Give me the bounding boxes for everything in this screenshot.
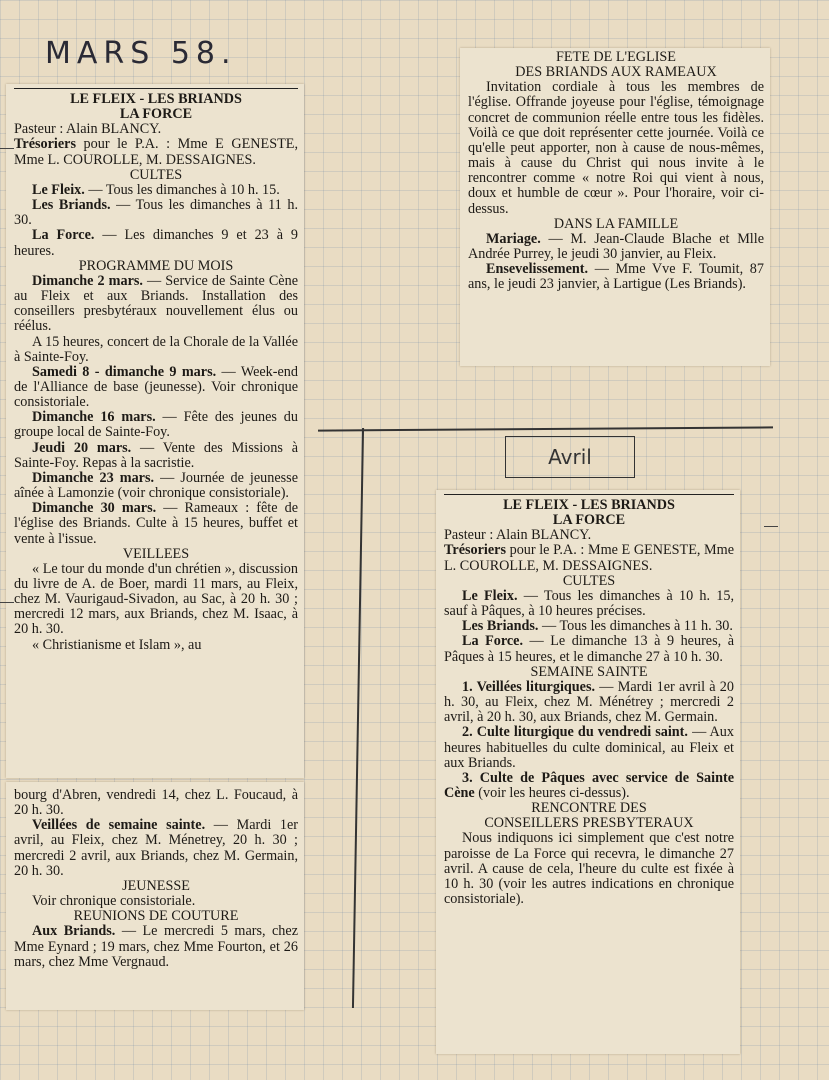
- clipping-line: [14, 788, 298, 818]
- margin-mark: [764, 526, 778, 527]
- clipping-line: [14, 638, 298, 653]
- clipping-line-text: pour le P.A. : Mme E GENESTE, Mme L. COUROLLE, M. DESSAIGNES.: [444, 542, 734, 574]
- clipping-line-text: VEILLEES: [122, 545, 190, 562]
- clipping-line-lead: Veillées de semaine sainte.: [32, 817, 206, 834]
- clipping-line-lead: Dimanche 2 mars.: [32, 272, 143, 289]
- clipping-line-lead: 3. Culte de Pâques avec service de Sainte Cène: [444, 769, 734, 801]
- clipping-line: [14, 92, 298, 107]
- clipping-line: [14, 410, 298, 440]
- clipping-line-lead: Jeudi 20 mars.: [32, 439, 132, 456]
- clipping-top-rule: [14, 88, 298, 89]
- clip1-body: [14, 92, 298, 653]
- clipping-april-program: [436, 490, 740, 1054]
- clipping-line-text: — Tous les dimanches à 11 h. 30.: [14, 197, 298, 229]
- clipping-line-text: A 15 heures, concert de la Chorale de la Vallée à Sainte-Foy.: [14, 333, 298, 365]
- clipping-line: [468, 65, 764, 80]
- clipping-line: [14, 259, 298, 274]
- clipping-line: [444, 589, 734, 619]
- clipping-line-lead: 1. Veillées liturgiques.: [462, 678, 596, 695]
- clipping-line-text: CONSEILLERS PRESBYTERAUX: [484, 815, 694, 832]
- clipping-line-lead: Dimanche 23 mars.: [32, 469, 155, 486]
- clipping-line: [14, 909, 298, 924]
- clipping-line: [14, 879, 298, 894]
- clipping-line: [444, 528, 734, 543]
- clipping-line-text: — M. Jean-Claude Blache et Mlle Andrée Purrey, le jeudi 30 janvier, au Fleix.: [468, 230, 764, 263]
- clipping-line-lead: Le Fleix.: [462, 587, 518, 604]
- clipping-line-text: — Tous les dimanches à 10 h. 15.: [84, 181, 280, 198]
- clipping-line: [444, 498, 734, 513]
- pen-line-horizontal: [318, 426, 773, 431]
- clipping-line: [14, 183, 298, 198]
- clipping-line: [468, 232, 764, 262]
- clipping-line-text: Pasteur : Alain BLANCY.: [444, 527, 592, 544]
- clipping-line: [444, 816, 734, 831]
- clipping-line-text: Pasteur : Alain BLANCY.: [14, 121, 162, 138]
- clipping-line-lead: Ensevelissement.: [486, 261, 589, 278]
- clipping-line: [444, 574, 734, 589]
- clipping-line: [14, 107, 298, 122]
- clipping-line-text: — Mme Vve F. Toumit, 87 ans, le jeudi 23 janvier, à Lartigue (Les Briands).: [468, 261, 764, 293]
- clipping-line: [14, 562, 298, 638]
- clipping-line: [444, 725, 734, 770]
- clipping-line-text: — Journée de jeunesse aînée à Lamonzie (voir chronique consistoriale).: [14, 469, 298, 502]
- clipping-line-text: Invitation cordiale à tous les membres de l'église. Offrande joyeuse pour l'église, témoignage concret de communion réelle entre tous les fidèles. Voilà ce que doit représenter cette journée. Voilà ce qu'elle peut apporter, non à cause de nous-mêmes, mais à cause du Christ qui nous invite à le rencontrer comme « notre Roi qui vient à nous, doux et humble de cœur ». Pour l'horaire, voir ci-dessus.: [468, 79, 764, 217]
- clipping-line: [444, 771, 734, 801]
- clipping-line: [14, 547, 298, 562]
- clipping-line: [14, 924, 298, 969]
- clipping-line: [14, 501, 298, 546]
- clipping-line-text: — Mardi 1er avril à 20 h. 30, au Fleix, chez M. Ménétrey ; mercredi 2 avril, à 20 h. 30, aux Briands, chez M. Germain.: [444, 678, 734, 726]
- clipping-line: [444, 513, 734, 528]
- clipping-line-text: — Service de Sainte Cène au Fleix et aux Briands. Installation des conseillers presbytéraux nouvellement élus ou réélus.: [14, 272, 298, 335]
- clipping-line: [14, 335, 298, 365]
- clipping-line: [444, 665, 734, 680]
- clipping-line-lead: Trésoriers: [444, 542, 506, 559]
- clipping-top-rule: [444, 494, 734, 495]
- clipping-line-text: — Week-end de l'Alliance de base (jeunesse). Voir chronique consistoriale.: [14, 363, 298, 411]
- clipping-line-text: CULTES: [129, 166, 183, 183]
- margin-mark: [0, 148, 14, 149]
- clipping-line: [444, 634, 734, 664]
- clipping-line-lead: Trésoriers: [14, 136, 76, 153]
- handwritten-month-avril: Avril: [505, 436, 635, 478]
- clipping-line-lead: Les Briands.: [462, 618, 539, 635]
- clipping-line-text: LA FORCE: [119, 106, 193, 123]
- clipping-line-lead: La Force.: [32, 227, 95, 244]
- clipping-line: [444, 831, 734, 907]
- clipping-line: [444, 543, 734, 573]
- clipping-line-text: LE FLEIX - LES BRIANDS: [503, 497, 675, 513]
- clipping-line-lead: Dimanche 30 mars.: [32, 500, 157, 517]
- clipping-line: [14, 365, 298, 410]
- clipping-line: [14, 441, 298, 471]
- clipping-line-text: — Fête des jeunes du groupe local de Sainte-Foy.: [14, 409, 298, 441]
- clipping-line-text: LA FORCE: [552, 512, 626, 529]
- clipping-line-text: — Vente des Missions à Sainte-Foy. Repas à la sacristie.: [14, 439, 298, 471]
- clipping-line-lead: Aux Briands.: [32, 923, 116, 940]
- clipping-line-text: REUNIONS DE COUTURE: [73, 908, 239, 925]
- clipping-line-lead: Les Briands.: [32, 197, 111, 214]
- clipping-line-text: (voir les heures ci-dessus).: [474, 784, 630, 801]
- clipping-line: [444, 801, 734, 816]
- clipping-march-continued: [6, 782, 304, 1010]
- clipping-fete-rameaux: [460, 48, 770, 366]
- clipping-line-text: FETE DE L'EGLISE: [556, 49, 676, 65]
- clipping-line-lead: La Force.: [462, 633, 524, 650]
- clip1b-body: [14, 788, 298, 970]
- clipping-line-text: Voir chronique consistoriale.: [32, 893, 196, 910]
- clipping-line-text: — Tous les dimanches à 10 h. 15, sauf à Pâques, à 10 heures précises.: [444, 587, 735, 620]
- handwritten-date-mars: MARS 58.: [45, 36, 237, 71]
- clipping-line-text: « Christianisme et Islam », au: [32, 636, 202, 653]
- clipping-line-text: — Tous les dimanches à 11 h. 30.: [538, 618, 733, 635]
- clipping-line: [14, 471, 298, 501]
- clipping-line: [444, 680, 734, 725]
- clipping-line: [468, 262, 764, 292]
- clipping-line: [14, 894, 298, 909]
- clip2-body: [468, 50, 764, 293]
- clipping-line: [14, 198, 298, 228]
- clipping-line: [14, 274, 298, 335]
- clipping-line-lead: Dimanche 16 mars.: [32, 409, 156, 426]
- clipping-line-text: LE FLEIX - LES BRIANDS: [70, 91, 242, 107]
- clipping-line: [468, 80, 764, 216]
- clipping-line-text: pour le P.A. : Mme E GENESTE, Mme L. COUROLLE, M. DESSAIGNES.: [14, 136, 298, 168]
- clipping-line-text: DES BRIANDS AUX RAMEAUX: [515, 64, 717, 81]
- clipping-line: [468, 217, 764, 232]
- clipping-line: [444, 619, 734, 634]
- margin-mark: [0, 602, 14, 603]
- clipping-line: [468, 50, 764, 65]
- clipping-line-lead: Le Fleix.: [32, 181, 85, 198]
- clipping-line-lead: 2. Culte liturgique du vendredi saint.: [462, 724, 688, 741]
- pen-line-vertical: [352, 428, 364, 1008]
- clipping-line-text: « Le tour du monde d'un chrétien », discussion du livre de A. de Boer, mardi 11 mars, au Fleix, chez M. Vaurigaud-Sivadon, au Sac, à 20 h. 30 ; mercredi 12 mars, aux Briands, chez M. Isaac, à 20 h. 30.: [14, 560, 298, 638]
- clipping-line-text: — Mardi 1er avril, au Fleix, chez M. Ménetrey, 20 h. 30 ; mercredi 2 avril, aux Briands, chez M. Germain, 20 h. 30.: [14, 817, 298, 879]
- clipping-line-text: PROGRAMME DU MOIS: [78, 257, 234, 274]
- clipping-line-lead: Samedi 8 - dimanche 9 mars.: [32, 363, 217, 380]
- clipping-line: [14, 122, 298, 137]
- clipping-line-text: — Le dimanche 13 à 9 heures, à Pâques à 15 heures, et le dimanche 27 à 10 h. 30.: [444, 633, 734, 665]
- clipping-line-text: CULTES: [562, 572, 616, 589]
- clip3-body: [444, 498, 734, 907]
- clipping-line-text: — Rameaux : fête de l'église des Briands. Culte à 15 heures, buffet et vente à l'issue.: [14, 500, 298, 547]
- clipping-line-text: — Les dimanches 9 et 23 à 9 heures.: [14, 227, 298, 259]
- clipping-line-text: JEUNESSE: [122, 877, 190, 894]
- clipping-line: [14, 818, 298, 879]
- clipping-line-text: RENCONTRE DES: [531, 800, 647, 817]
- clipping-line: [14, 168, 298, 183]
- clipping-line-text: DANS LA FAMILLE: [553, 215, 679, 232]
- clipping-line-text: bourg d'Abren, vendredi 14, chez L. Foucaud, à 20 h. 30.: [14, 787, 298, 819]
- clipping-line: [14, 228, 298, 258]
- clipping-march-program: [6, 84, 304, 778]
- clipping-line-text: Nous indiquons ici simplement que c'est notre paroisse de La Force qui recevra, le dimanche 27 avril. A cause de cela, l'heure du culte est fixée à 10 h. 30 (voir les autres indications en chronique consistoriale).: [444, 830, 734, 908]
- clipping-line-text: — Aux heures habituelles du culte dominical, au Fleix et aux Briands.: [444, 724, 734, 771]
- clipping-line-text: — Le mercredi 5 mars, chez Mme Eynard ; 19 mars, chez Mme Fourton, et 26 mars, chez Mme Vergnaud.: [14, 923, 298, 970]
- clipping-line-lead: Mariage.: [486, 230, 541, 247]
- clipping-line: [14, 137, 298, 167]
- clipping-line-text: SEMAINE SAINTE: [530, 663, 648, 680]
